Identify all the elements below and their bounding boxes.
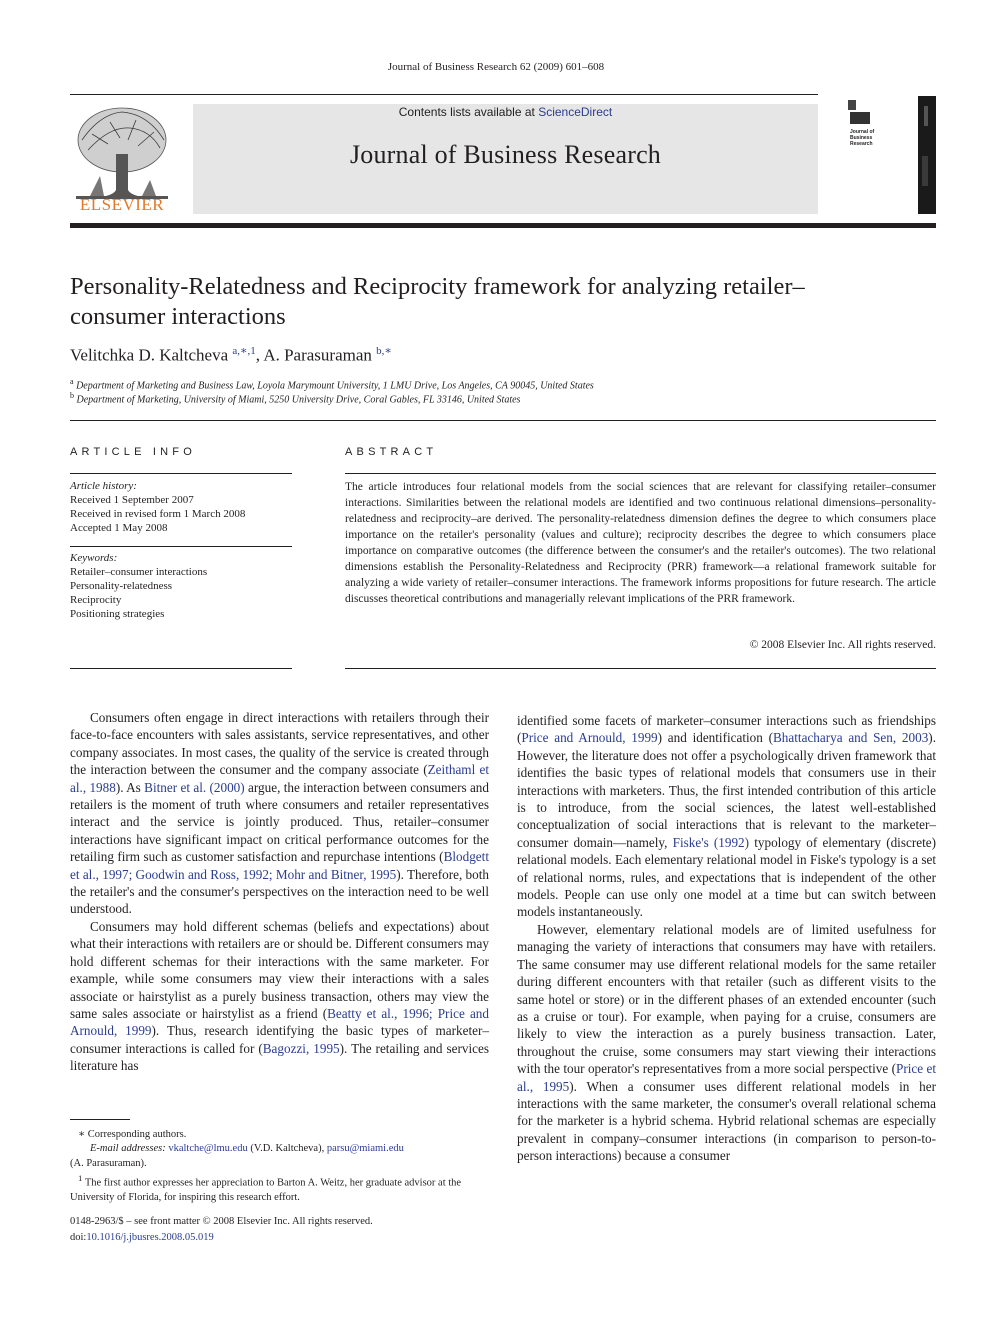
abstract-rule — [345, 473, 936, 474]
journal-cover-art — [846, 96, 936, 214]
citation-link[interactable]: Bagozzi, 1995 — [262, 1040, 340, 1056]
front-matter — [70, 1214, 570, 1246]
article-info-rule — [70, 473, 292, 474]
body-paragraph — [70, 709, 489, 918]
author-marks[interactable]: b,∗ — [376, 345, 392, 357]
text-run: ). Therefore, both the retailer's and the consumer's perspectives on the interaction need to be well understood. — [70, 866, 489, 917]
keyword-item: Retailer–consumer interactions — [70, 566, 208, 578]
keywords-rule — [70, 546, 292, 547]
body-paragraph — [70, 918, 489, 1075]
footnote-text: The first author expresses her appreciation to Barton A. Weitz, her graduate advisor at the University of Florida, for inspiring this research effort. — [70, 1177, 462, 1204]
footnote-emails — [70, 1142, 492, 1156]
email-label: E-mail addresses: — [90, 1143, 166, 1155]
history-item: Received in revised form 1 March 2008 — [70, 508, 246, 520]
abstract-bottom-rule — [345, 668, 936, 669]
affiliation — [70, 377, 930, 391]
journal-name[interactable]: Journal of Business Research — [349, 140, 662, 169]
keywords-label: Keywords: — [70, 552, 118, 564]
footnote-corresponding — [70, 1128, 492, 1142]
citation-link[interactable]: Beatty et al., 1996; Price and Arnould, 1999 — [70, 1005, 489, 1039]
citation-link[interactable]: Fiske's (1992) — [672, 834, 750, 850]
affiliation-text: Department of Marketing and Business Law, Loyola Marymount University, 1 LMU Drive, Los Angeles, CA 90045, United States — [76, 380, 594, 392]
body-column-left — [70, 709, 489, 1075]
citation-link[interactable]: Bhattacharya and Sen, 2003 — [773, 730, 929, 746]
text-run: ). However, the literature does not offer a psychologically driven framework that identifies the basic types of relational models that consumers use in their interactions with marketers. Thus, the first intended contribution of this article is to introduce, from the social sciences, the latest well-established conceptualization of social interactions that is relevant to the marketer–consumer domain—namely, — [517, 730, 936, 850]
sciencedirect-link[interactable]: ScienceDirect — [538, 105, 613, 119]
footnote-email-owner: (A. Parasuraman). — [70, 1157, 147, 1169]
article-info-heading: ARTICLE INFO — [70, 446, 196, 458]
doi-link[interactable]: 10.1016/j.jbusres.2008.05.019 — [86, 1232, 214, 1243]
citation-link[interactable]: Price et al., 1995 — [517, 1061, 936, 1094]
author-separator: , — [255, 345, 264, 365]
citation-link[interactable]: Blodgett et al., 1997; Goodwin and Ross, 1992; Mohr and Bitner, 1995 — [70, 849, 489, 882]
text-run: However, elementary relational models are of limited usefulness for managing the variety of interactions that consumers may have with retailers. The same consumer may use different relational models for the same retailer during different encounters with that retailer (such as different visits to the same hotel or store) or in the different phases of an extended encounter (such as a cruise or tour). For example, when paying for a cruise, consumers are likely to view the interaction as a purely business transaction. Later, throughout the cruise, some consumers may start viewing their interactions with the tour operator's representatives from a more social perspective ( — [517, 921, 936, 1077]
keyword-item: Reciprocity — [70, 594, 122, 606]
citation-link[interactable]: Zeithaml et al., 1988 — [70, 762, 490, 795]
author-name[interactable]: Velitchka D. Kaltcheva — [70, 345, 229, 365]
email-link[interactable]: parsu@miami.edu — [326, 1143, 404, 1155]
text-run: ). As — [115, 779, 145, 795]
citation-link[interactable]: Bitner et al. (2000) — [144, 779, 245, 795]
text-run: ) and identification ( — [657, 730, 774, 746]
affiliation-mark: b — [70, 391, 74, 400]
article-history-label: Article history: — [70, 480, 137, 492]
keyword-item: Positioning strategies — [70, 608, 165, 620]
text-run: ). Thus, research identifying the basic types of marketer–consumer interactions is called for ( — [70, 1023, 489, 1056]
text-run: Consumers may hold different schemas (beliefs and expectations) about what their interactions with retailers are or should be. Different consumers may hold different schemas for their interactions with the same marketer. For example, while some consumers may view their interactions with a sales associate or hairstylist as a purely business transaction, others may view the same sales associate or hairstylist as a friend ( — [70, 918, 489, 1021]
footnote-mark: ∗ — [78, 1129, 86, 1140]
footnote-rule — [70, 1119, 130, 1120]
author-list — [70, 344, 830, 366]
body-column-right — [517, 712, 936, 1165]
article-title: Personality-Relatedness and Reciprocity framework for analyzing retailer–consumer interactions — [70, 273, 805, 330]
journal-cover-title: Journal of Business Research — [850, 129, 875, 147]
doi-label: doi: — [70, 1232, 87, 1243]
citation-link[interactable]: Price and Arnould, 1999 — [521, 730, 658, 746]
text-run: Consumers often engage in direct interactions with retailers through their face-to-face encounters with sales assistants, service representatives, and other company associates. In most cases, the quality of the service is created through the interaction between the consumer and the company associate ( — [70, 710, 489, 778]
abstract-copyright: © 2008 Elsevier Inc. All rights reserved. — [749, 639, 936, 651]
journal-citation: Journal of Business Research 62 (2009) 601–608 — [387, 61, 605, 73]
affiliation-mark: a — [70, 377, 74, 386]
keyword-item: Personality-relatedness — [70, 580, 173, 592]
footnote-1 — [70, 1171, 492, 1205]
footnote-text: Corresponding authors. — [87, 1129, 187, 1140]
journal-cover-thumbnail[interactable] — [846, 96, 936, 214]
article-history — [70, 479, 292, 535]
issn-line: 0148-2963/$ – see front matter © 2008 Elsevier Inc. All rights reserved. — [70, 1216, 373, 1227]
author-marks[interactable]: a,∗,1 — [232, 345, 256, 357]
affiliation — [70, 391, 930, 405]
footnotes — [70, 1128, 492, 1206]
text-run: typology of elementary (discrete) relational models. Each elementary relational model in Fiske's typology is a set of relational norms, rules, and expectations that is independent of the other models. People can use only one model at a time but can switch between models instantaneously. — [517, 834, 936, 920]
abstract-heading: ABSTRACT — [345, 446, 438, 458]
keywords — [70, 551, 292, 621]
contents-prefix: Contents lists available at — [398, 105, 535, 119]
text-run: ). When a consumer uses different relational models in her interactions with the same marketer, the consumer's overall relational schema for the marketer is a hybrid schema. Hybrid relational schemas are especially prevalent in company–consumer interactions (in comparison to person-to-person interactions) because a consumer — [517, 1078, 936, 1164]
header-divider — [70, 420, 936, 421]
history-item: Received 1 September 2007 — [70, 494, 194, 506]
abstract-text: The article introduces four relational models from the social sciences that are relevant for classifying retailer–consumer interactions. Similarities between the relational models are identified and two continuous relational dimensions–personality-relatedness and reciprocity–are derived. The personality-relatedness dimension defines the degree to which consumers place importance on the retailer's personality (values and culture); reciprocity describes the degree to which consumers place importance on comparative outcomes (the difference between the consumer's and the retailer's outcomes). The two relational dimensions establish the Personality-Relatedness and Reciprocity (PRR) framework—a relational framework suitable for analyzing a wide variety of retailer–consumer interactions. The framework informs propositions for future research. The article discusses theoretical contributions and managerially relevant implications of the PRR framework. — [345, 481, 936, 605]
elsevier-wordmark: ELSEVIER — [79, 195, 165, 214]
masthead-rule-top — [70, 94, 818, 95]
text-run: identified some facets of marketer–consumer interactions such as friendships ( — [517, 713, 936, 746]
footnote-mark: 1 — [78, 1173, 83, 1184]
text-run: ). The retailing and services literature has — [70, 1040, 489, 1074]
author-name[interactable]: A. Parasuraman — [263, 345, 372, 365]
email-owner: (V.D. Kaltcheva), — [247, 1143, 327, 1155]
email-link[interactable]: vkaltche@lmu.edu — [168, 1143, 248, 1155]
article-info-bottom-rule — [70, 668, 292, 669]
history-item: Accepted 1 May 2008 — [70, 522, 168, 534]
body-paragraph — [517, 712, 936, 921]
contents-availability — [193, 105, 818, 119]
body-paragraph — [517, 921, 936, 1165]
doi-line — [70, 1230, 570, 1246]
affiliation-text: Department of Marketing, University of Miami, 5250 University Drive, Coral Gables, FL 33146, United States — [76, 394, 521, 406]
masthead-rule-thick — [70, 223, 936, 228]
text-run: argue, the interaction between consumers and retailers is the moment of truth where consumers and retailer representatives interact and the service is jointly produced. Thus, retailer–consumer interactions have significant impact on critical performance outcomes for the retailing firm such as customer satisfaction and repurchase intentions ( — [70, 779, 489, 865]
